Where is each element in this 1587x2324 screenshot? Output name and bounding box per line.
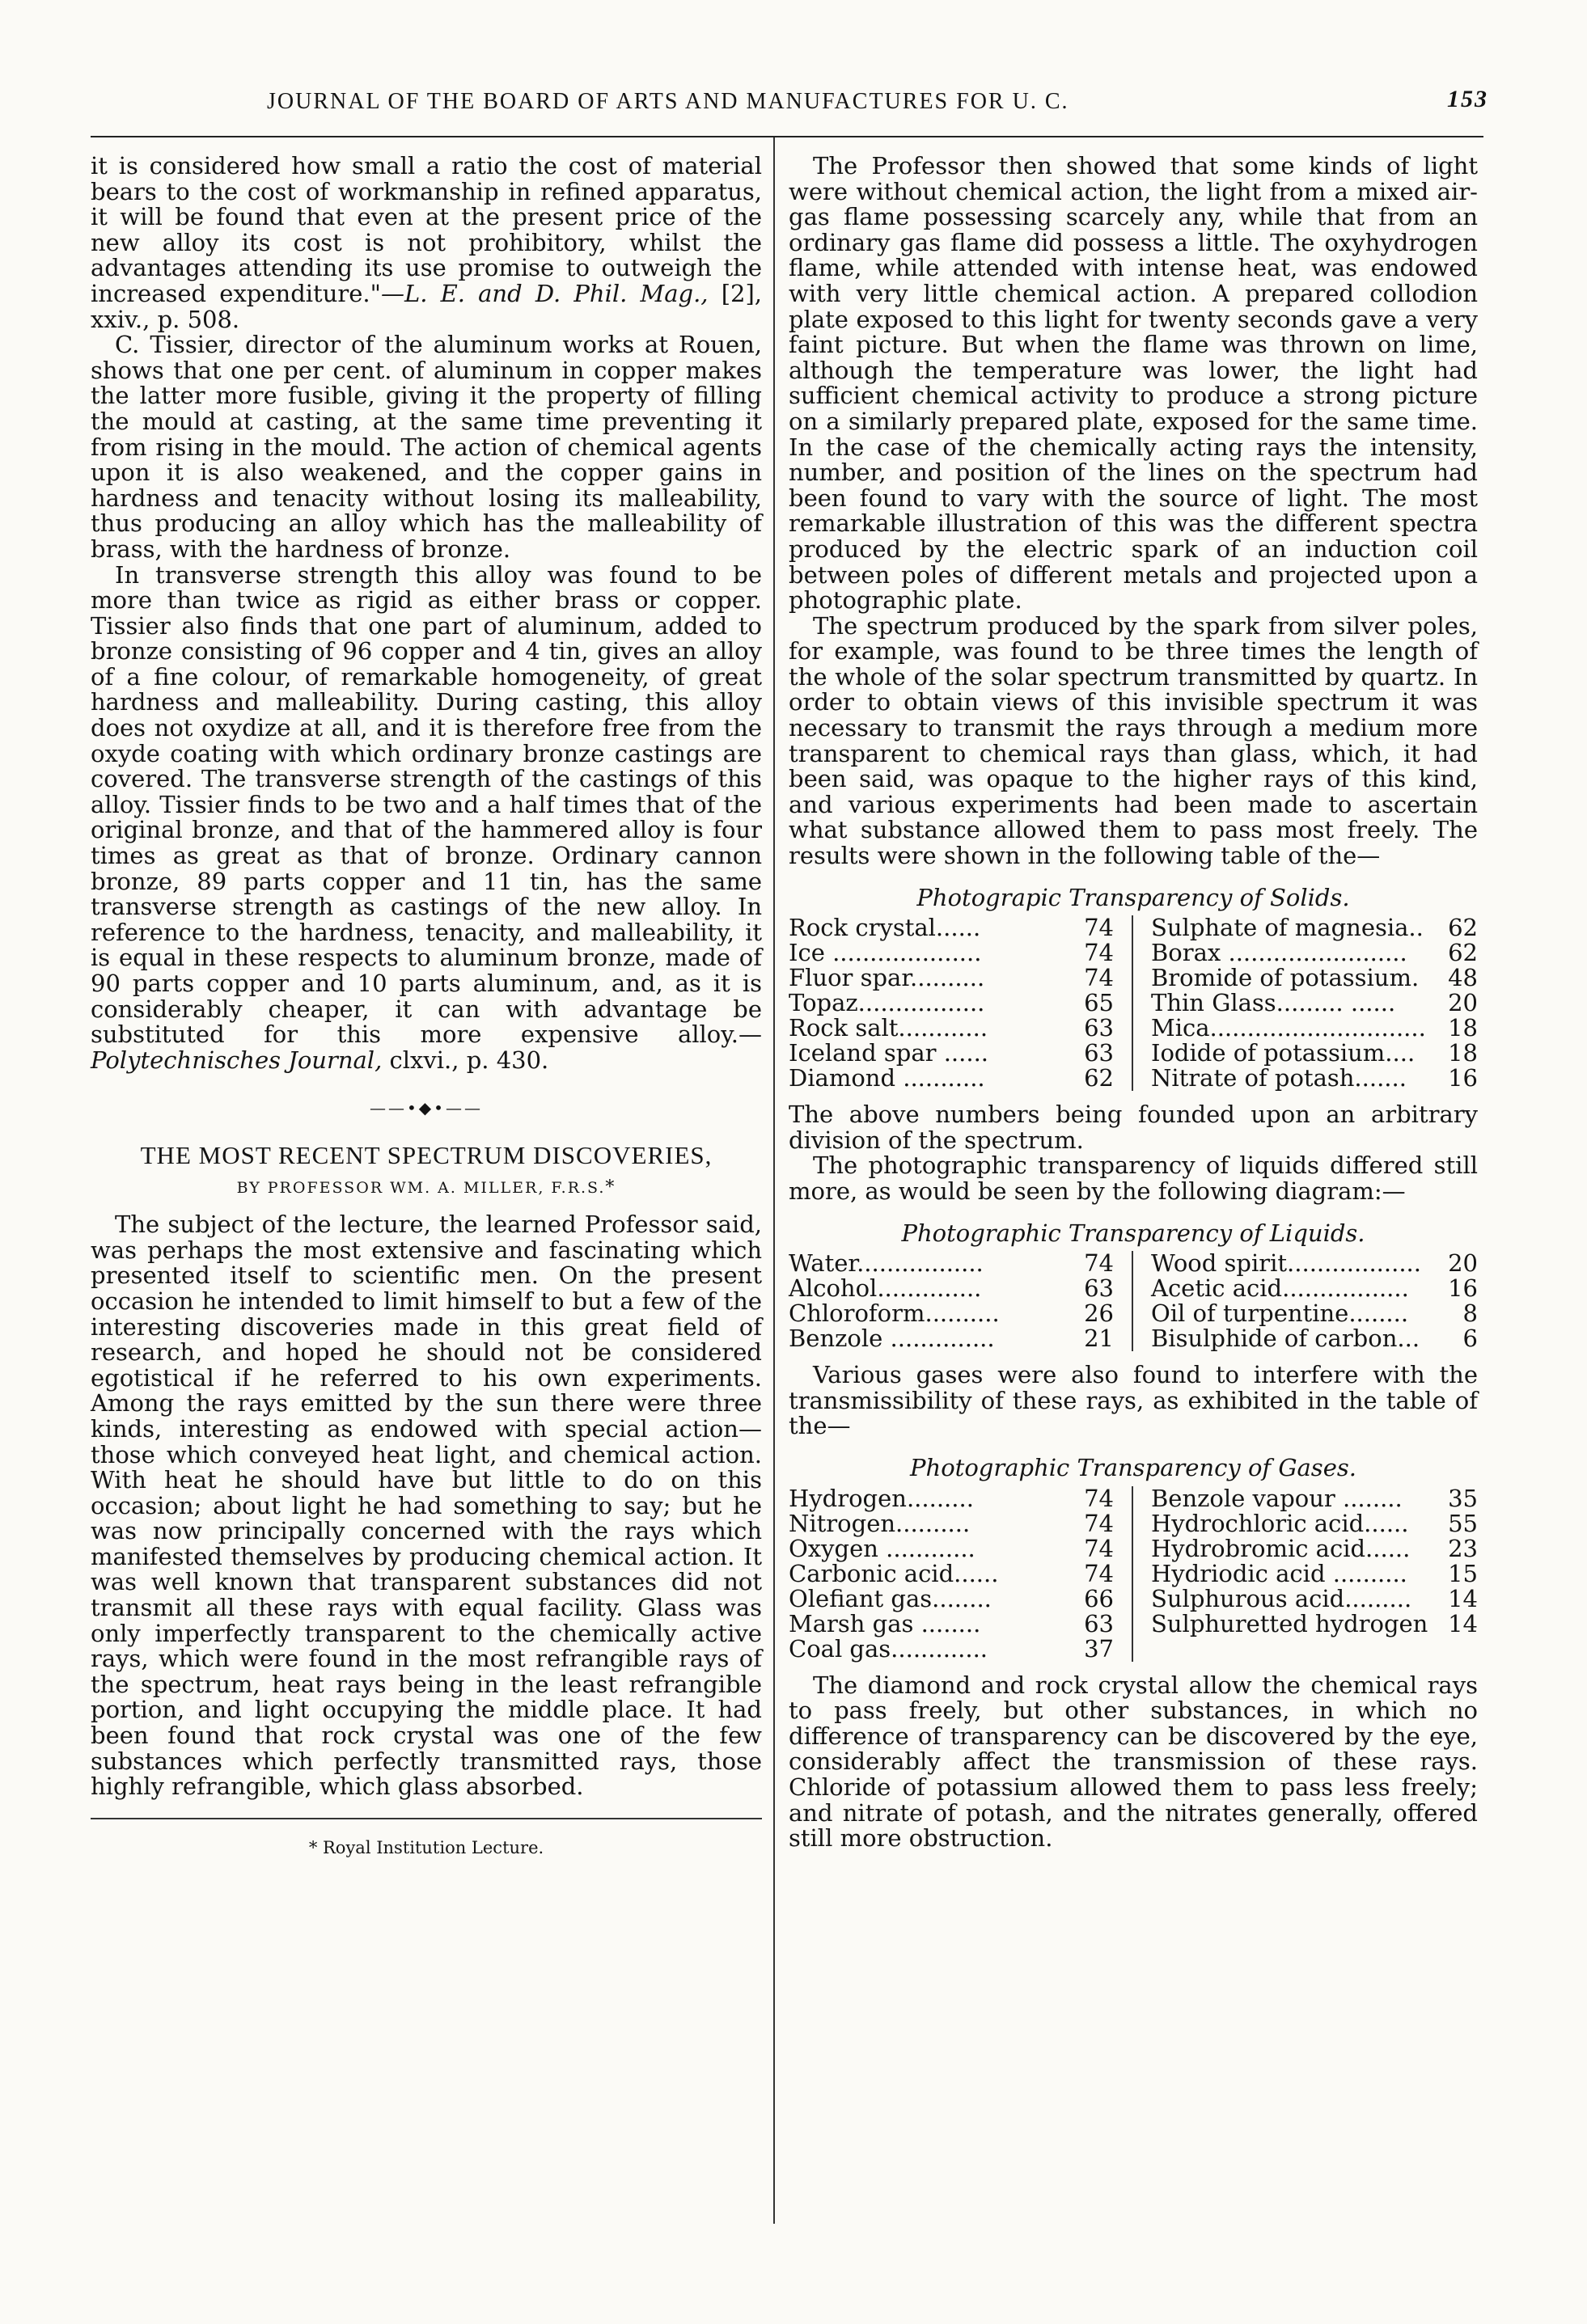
table-row bbox=[1151, 1486, 1478, 1511]
table-row bbox=[789, 1634, 1114, 1663]
table-row bbox=[1151, 1301, 1478, 1326]
transparency-value: 63 bbox=[1084, 1014, 1114, 1042]
page-number: 153 bbox=[1447, 86, 1488, 112]
paragraph: In transverse strength this alloy was found to be more than twice as rigid as either brass or copper. Tissier also finds that one part of aluminum, added to bronze consisting of 96 copper and 4 tin, gives an alloy of a fine colour, of remarkable homogeneity, of great hardness and malleability. During casting, this alloy does not oxydize at all, and it is therefore free from the oxyde coating with which ordinary bronze castings are covered. The transverse strength of the castings of this alloy. Tissier finds to be two and a half times that of the original bronze, and that of the hammered alloy is four times as great as that of bronze. Ordinary cannon bronze, 89 parts copper and 11 tin, has the same transverse strength as castings of the new alloy. In reference to the hardness, tenacity, and malleability, it is equal in these respects to aluminum bronze, made of 90 parts copper and 10 parts aluminum, and, as it is considerably cheaper, it can with advantage be substituted for this more expensive alloy.—Polytechnisches Journal, clxvi., p. 430. bbox=[91, 560, 762, 1074]
table-row bbox=[1151, 915, 1478, 940]
transparency-value: 74 bbox=[1084, 939, 1114, 967]
substance-name: Water................. bbox=[789, 1249, 984, 1278]
transparency-value: 55 bbox=[1448, 1509, 1478, 1537]
table-row bbox=[1151, 1609, 1478, 1637]
transparency-value: 74 bbox=[1084, 1484, 1114, 1512]
substance-name: Alcohol.............. bbox=[789, 1274, 982, 1303]
transparency-value: 14 bbox=[1448, 1584, 1478, 1612]
table-row bbox=[1151, 940, 1478, 966]
paragraph: The spectrum produced by the spark from silver poles, for example, was found to be three times the length of the whole of the solar spectrum transmitted by quartz. In order to obtain views of this invisible spectrum it was necessary to transmit the rays through a medium more transparent to chemical rays than glass, which, it had been said, was opaque to the higher rays of this kind, and various experiments had been made to ascertain what substance allowed them to pass most freely. The results were shown in the following table of the— bbox=[789, 611, 1478, 870]
table-half-right bbox=[1133, 1486, 1478, 1662]
table-caption-liquids: Photographic Transparency of Liquids. bbox=[901, 1219, 1365, 1247]
footnote-rule bbox=[91, 1818, 762, 1819]
substance-name: Chloroform.......... bbox=[789, 1299, 1000, 1328]
substance-name: Oxygen ............ bbox=[789, 1534, 975, 1562]
substance-name: Sulphurous acid......... bbox=[1151, 1584, 1412, 1612]
transparency-value: 74 bbox=[1084, 1249, 1114, 1278]
table-row bbox=[1151, 1251, 1478, 1276]
table-row bbox=[1151, 1536, 1478, 1561]
table-row bbox=[1151, 1016, 1478, 1041]
substance-name: Sulphuretted hydrogen bbox=[1151, 1609, 1428, 1637]
left-column bbox=[91, 154, 762, 1861]
substance-name bbox=[1151, 1637, 1158, 1662]
table-row bbox=[1151, 991, 1478, 1016]
table-half-left bbox=[789, 1486, 1133, 1662]
transparency-value: 6 bbox=[1462, 1325, 1478, 1353]
transparency-value: 18 bbox=[1448, 1014, 1478, 1042]
transparency-value: 74 bbox=[1084, 964, 1114, 992]
table-row bbox=[789, 1016, 1114, 1041]
table-caption-gases: Photographic Transparency of Gases. bbox=[910, 1453, 1356, 1481]
citation: Polytechnisches Journal, bbox=[91, 1046, 383, 1074]
transparency-value: 16 bbox=[1448, 1064, 1478, 1092]
transparency-value: 65 bbox=[1084, 989, 1114, 1017]
table-row bbox=[789, 1326, 1114, 1351]
paragraph: The subject of the lecture, the learned Professor said, was perhaps the most extensive and fascinating which presented itself to scientific men. On the present occasion he intended to limit himself to but a few of the interesting discoveries made in this great field of research, and hoped he should not be considered egotistical if he referred to his own experiments. Among the rays emitted by the sun there were three kinds, interesting as endowed with special action—those which conveyed heat light, and chemical action. With heat he should have but little to do on this occasion; about light he had something to say; but he was now principally concerned with the rays which manifested themselves by producing chemical action. It was well known that transparent substances did not transmit all these rays with equal facility. Glass was only imperfectly transparent to the chemically active rays, which were found in the most refrangible rays of the spectrum, heat rays being in the least refrangible portion, and light occupying the middle place. It had been found that rock crystal was one of the few substances which perfectly transmitted rays, those highly refrangible, which glass absorbed. bbox=[91, 1211, 762, 1801]
transparency-value: 63 bbox=[1084, 1609, 1114, 1637]
table-row bbox=[789, 1041, 1114, 1066]
transparency-value: 74 bbox=[1084, 1559, 1114, 1587]
transparency-value: 63 bbox=[1084, 1274, 1114, 1303]
table-row bbox=[789, 1609, 1114, 1637]
footnote: * Royal Institution Lecture. bbox=[308, 1837, 544, 1857]
substance-name: Nitrogen.......... bbox=[789, 1509, 971, 1537]
table-row bbox=[789, 1276, 1114, 1301]
transparency-value: 62 bbox=[1084, 1064, 1114, 1092]
table-row bbox=[789, 940, 1114, 966]
substance-name: Iodide of potassium.... bbox=[1151, 1039, 1416, 1067]
table-row bbox=[789, 1584, 1114, 1612]
table-row bbox=[1151, 1041, 1478, 1066]
paragraph: C. Tissier, director of the aluminum works at Rouen, shows that one per cent. of aluminum in copper makes the latter more fusible, giving it the property of filling the mould at casting, at the same time preventing it from rising in the mould. The action of chemical agents upon it is also weakened, and the copper gains in hardness and tenacity without losing its malleability, thus producing an alloy which has the malleability of brass, with the hardness of bronze. bbox=[91, 331, 762, 563]
transparency-value: 48 bbox=[1448, 964, 1478, 992]
substance-name: Wood spirit.................. bbox=[1151, 1249, 1421, 1278]
article-title: THE MOST RECENT SPECTRUM DISCOVERIES, bbox=[140, 1140, 713, 1169]
substance-name: Oil of turpentine........ bbox=[1151, 1299, 1409, 1328]
substance-name: Borax ........................ bbox=[1151, 939, 1407, 967]
substance-name: Hydrogen......... bbox=[789, 1484, 974, 1512]
table-row bbox=[789, 1511, 1114, 1536]
substance-name: Coal gas............. bbox=[789, 1634, 988, 1663]
substance-name: Hydriodic acid .......... bbox=[1151, 1559, 1407, 1587]
table-row bbox=[789, 1536, 1114, 1561]
table-row bbox=[1151, 1276, 1478, 1301]
transparency-value: 20 bbox=[1448, 989, 1478, 1017]
table-row bbox=[1151, 1511, 1478, 1536]
transparency-value: 37 bbox=[1084, 1634, 1114, 1663]
transparency-value: 74 bbox=[1084, 1509, 1114, 1537]
substance-name: Mica............................. bbox=[1151, 1014, 1426, 1042]
table-row bbox=[789, 1066, 1114, 1091]
running-title: JOURNAL OF THE BOARD OF ARTS AND MANUFACTURES FOR U. C. bbox=[267, 89, 1069, 114]
paragraph: The above numbers being founded upon an arbitrary division of the spectrum. bbox=[789, 1101, 1478, 1154]
transparency-value: 18 bbox=[1448, 1039, 1478, 1067]
transparency-value: 26 bbox=[1084, 1299, 1114, 1328]
substance-name: Rock crystal...... bbox=[789, 914, 981, 942]
table-row bbox=[789, 991, 1114, 1016]
substance-name: Ice .................... bbox=[789, 939, 982, 967]
transparency-value: 21 bbox=[1084, 1325, 1114, 1353]
table-row bbox=[789, 1301, 1114, 1326]
transparency-value: 23 bbox=[1448, 1534, 1478, 1562]
substance-name: Acetic acid................. bbox=[1151, 1274, 1409, 1303]
substance-name: Sulphate of magnesia.. bbox=[1151, 914, 1424, 942]
substance-name: Carbonic acid...... bbox=[789, 1559, 999, 1587]
substance-name: Rock salt............ bbox=[789, 1014, 988, 1042]
table-row bbox=[1151, 1326, 1478, 1351]
transparency-value: 74 bbox=[1084, 1534, 1114, 1562]
substance-name: Thin Glass......... ...... bbox=[1151, 989, 1396, 1017]
table-row bbox=[789, 1486, 1114, 1511]
substance-name: Marsh gas ........ bbox=[789, 1609, 981, 1637]
column-divider bbox=[773, 137, 775, 2224]
transparency-value: 15 bbox=[1448, 1559, 1478, 1587]
table-row bbox=[789, 966, 1114, 991]
footnote-mark: * bbox=[605, 1177, 616, 1198]
table-row bbox=[789, 1251, 1114, 1276]
transparency-value: 62 bbox=[1448, 939, 1478, 967]
substance-name: Olefiant gas........ bbox=[789, 1584, 992, 1612]
paragraph: The photographic transparency of liquids differed still more, as would be seen by the following diagram:— bbox=[789, 1151, 1478, 1205]
substance-name: Benzole .............. bbox=[789, 1325, 995, 1353]
transparency-value: 8 bbox=[1462, 1299, 1478, 1328]
header-rule bbox=[91, 136, 1483, 137]
paragraph: The diamond and rock crystal allow the chemical rays to pass freely, but other substances, in which no difference of transparency can be discovered by the eye, considerably affect the transmission of these rays. Chloride of potassium allowed them to pass less freely; and nitrate of potash, and the nitrates generally, offered still more obstruction. bbox=[789, 1671, 1478, 1853]
table-gases bbox=[789, 1486, 1478, 1662]
transparency-value: 62 bbox=[1448, 914, 1478, 942]
table-half-left bbox=[789, 915, 1133, 1091]
transparency-value: 16 bbox=[1448, 1274, 1478, 1303]
transparency-value: 14 bbox=[1448, 1609, 1478, 1637]
transparency-value: 63 bbox=[1084, 1039, 1114, 1067]
table-half-left bbox=[789, 1251, 1133, 1351]
table-row bbox=[1151, 1066, 1478, 1091]
transparency-value: 35 bbox=[1448, 1484, 1478, 1512]
transparency-value: 66 bbox=[1084, 1584, 1114, 1612]
table-row bbox=[1151, 1637, 1478, 1662]
running-header bbox=[81, 66, 1488, 115]
citation: —L. E. and D. Phil. Mag., bbox=[380, 279, 709, 307]
substance-name: Benzole vapour ........ bbox=[1151, 1484, 1403, 1512]
paragraph: it is considered how small a ratio the cost of material bears to the cost of workmanship in refined apparatus, it will be found that even at the present price of the new alloy its cost is not prohibitory, whilst the advantages attending its use promise to outweigh the increased expenditure."—L. E. and D. Phil. Mag., [2], xxiv., p. 508. bbox=[91, 152, 762, 333]
section-ornament: ——•◆•—— bbox=[370, 1098, 483, 1118]
table-solids bbox=[789, 915, 1478, 1091]
substance-name: Nitrate of potash....... bbox=[1151, 1064, 1407, 1092]
table-row bbox=[1151, 1561, 1478, 1587]
table-half-right bbox=[1133, 1251, 1478, 1351]
paragraph: The Professor then showed that some kinds of light were without chemical action, the light from a mixed air-gas flame possessing scarcely any, while that from an ordinary gas flame did possess a little. The oxyhydrogen flame, while attended with intense heat, was endowed with very little chemical action. A prepared collodion plate exposed to this light for twenty seconds gave a very faint picture. But when the flame was thrown on lime, although the temperature was lower, the light had sufficient chemical activity to produce a strong picture on a similarly prepared plate, exposed for the same time. In the case of the chemically acting rays the intensity, number, and position of the lines on the spectrum had been found to vary with the source of light. The most remarkable illustration of this was the different spectra produced by the electric spark of an induction coil between poles of different metals and projected upon a photographic plate. bbox=[789, 152, 1478, 615]
substance-name: Topaz................. bbox=[789, 989, 985, 1017]
substance-name: Fluor spar.......... bbox=[789, 964, 985, 992]
right-column bbox=[789, 154, 1478, 1852]
table-row bbox=[1151, 1584, 1478, 1612]
table-half-right bbox=[1133, 915, 1478, 1091]
paragraph: Various gases were also found to interfere with the transmissibility of these rays, as exhibited in the table of the— bbox=[789, 1361, 1478, 1440]
table-row bbox=[789, 1561, 1114, 1587]
table-row bbox=[789, 915, 1114, 940]
table-liquids bbox=[789, 1251, 1478, 1351]
substance-name: Bisulphide of carbon... bbox=[1151, 1325, 1420, 1353]
substance-name: Iceland spar ...... bbox=[789, 1039, 989, 1067]
substance-name: Hydrochloric acid...... bbox=[1151, 1509, 1409, 1537]
article-byline: BY PROFESSOR WM. A. MILLER, F.R.S.* bbox=[236, 1177, 616, 1198]
substance-name: Diamond ........... bbox=[789, 1064, 985, 1092]
table-row bbox=[1151, 966, 1478, 991]
table-caption-solids: Photograpic Transparency of Solids. bbox=[916, 883, 1350, 911]
transparency-value: 20 bbox=[1448, 1249, 1478, 1278]
transparency-value: 74 bbox=[1084, 914, 1114, 942]
substance-name: Hydrobromic acid...... bbox=[1151, 1534, 1411, 1562]
substance-name: Bromide of potassium. bbox=[1151, 964, 1420, 992]
